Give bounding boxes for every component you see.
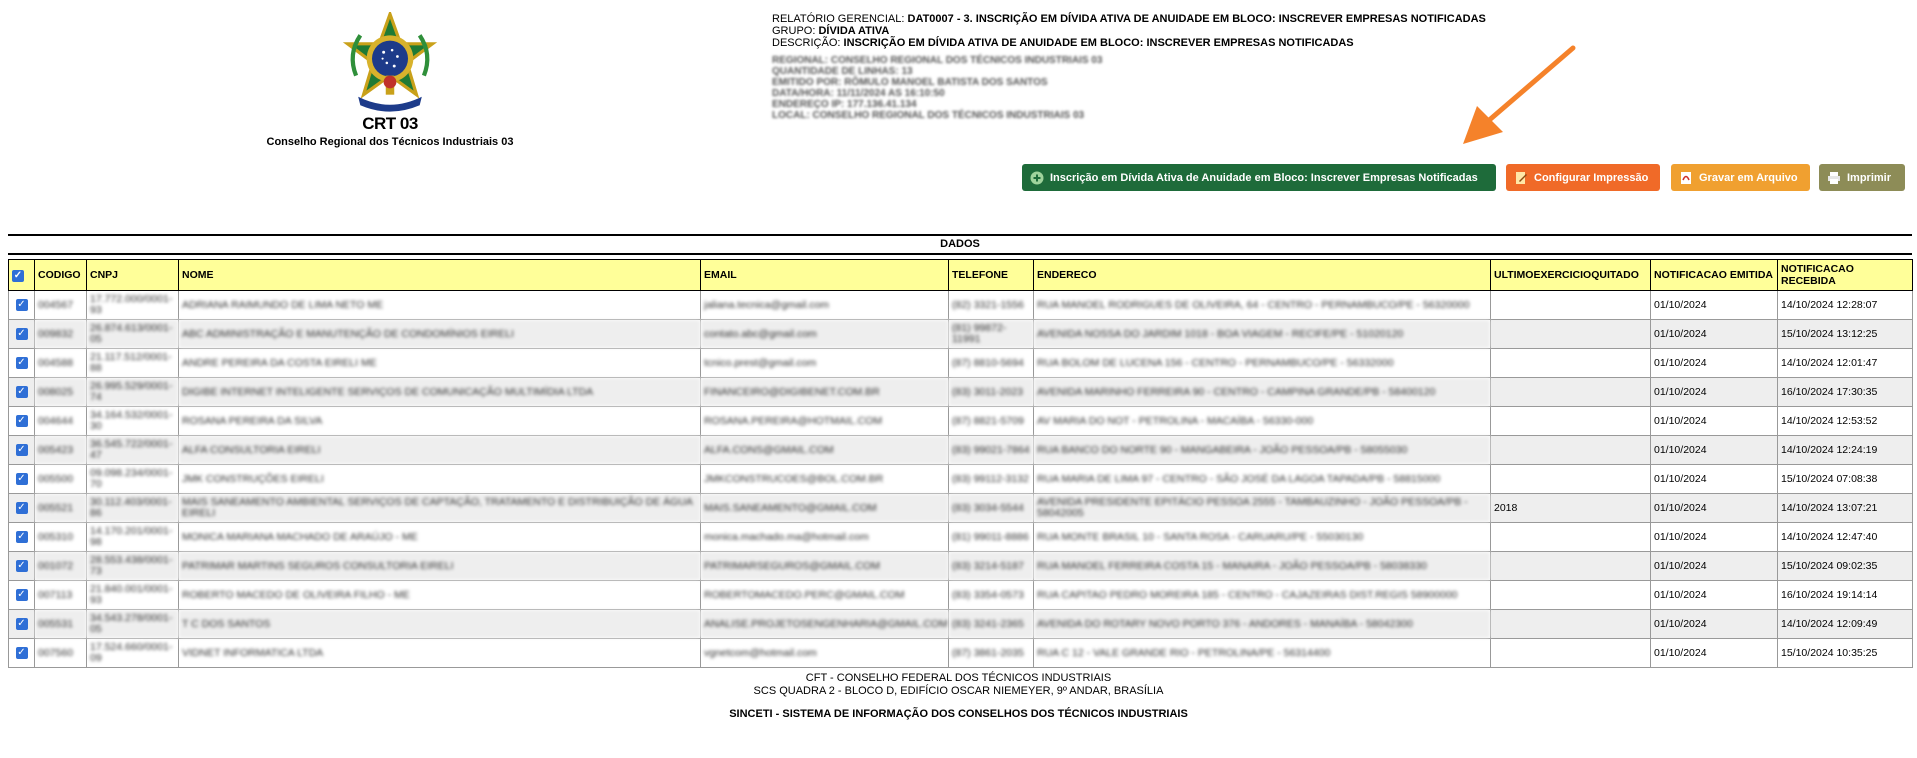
check-icon: ✓ <box>17 357 26 368</box>
cell-cnpj: 30.112.403/0001-86 <box>87 494 179 523</box>
table-row <box>9 581 1913 610</box>
cell-emitida: 01/10/2024 <box>1651 523 1778 552</box>
cell-email: ROBERTOMACEDO.PERC@GMAIL.COM <box>701 581 949 610</box>
cell-recebida: 15/10/2024 09:02:35 <box>1778 552 1913 581</box>
cell-endereco: AV MARIA DO NOT - PETROLINA - MACAÍBA - 56330-000 <box>1034 407 1491 436</box>
col-header[interactable]: CODIGO <box>35 260 87 291</box>
check-icon: ✓ <box>17 473 26 484</box>
cell-codigo: 004588 <box>35 349 87 378</box>
report-relatorio <box>772 13 1486 25</box>
table-row <box>9 320 1913 349</box>
cell-email: JMKCONSTRUCOES@BOL.COM.BR <box>701 465 949 494</box>
check-icon: ✓ <box>17 328 26 339</box>
cell-telefone: (83) 3214-5187 <box>949 552 1034 581</box>
col-header[interactable]: EMAIL <box>701 260 949 291</box>
meta-line: LOCAL: CONSELHO REGIONAL DOS TÉCNICOS INDUSTRIAIS 03 <box>772 110 1085 121</box>
plus-circle-icon <box>1030 171 1044 185</box>
check-icon: ✓ <box>17 589 26 600</box>
cell-emitida: 01/10/2024 <box>1651 436 1778 465</box>
cell-nome: MONICA MARIANA MACHADO DE ARAÚJO - ME <box>179 523 701 552</box>
cell-endereco: RUA MANOEL FERREIRA COSTA 15 - MANAIRA - JOÃO PESSOA/PB - 58038330 <box>1034 552 1491 581</box>
grupo-value: DÍVIDA ATIVA <box>818 25 890 37</box>
row-checkbox[interactable] <box>9 523 35 552</box>
cell-telefone: (83) 3034-5544 <box>949 494 1034 523</box>
cell-endereco: AVENIDA PRESIDENTE EPITÁCIO PESSOA 2555 - TAMBAUZINHO - JOÃO PESSOA/PB - 58042005 <box>1034 494 1491 523</box>
cell-email: ANALISE.PROJETOSENGENHARIA@GMAIL.COM <box>701 610 949 639</box>
cell-endereco: RUA CAPITAO PEDRO MOREIRA 185 - CENTRO - CAJAZEIRAS DIST.REGIS 58900000 <box>1034 581 1491 610</box>
cell-emitida: 01/10/2024 <box>1651 407 1778 436</box>
cell-ultimo <box>1491 523 1651 552</box>
table-row <box>9 610 1913 639</box>
check-icon: ✓ <box>17 444 26 455</box>
meta-line: EMITIDO POR: RÔMULO MANOEL BATISTA DOS SANTOS <box>772 77 1048 88</box>
cell-nome: DIGIBE INTERNET INTELIGENTE SERVIÇOS DE COMUNICAÇÃO MULTIMÍDIA LTDA <box>179 378 701 407</box>
configurar-impressao-button[interactable] <box>1506 164 1660 191</box>
row-checkbox[interactable] <box>9 436 35 465</box>
cell-email: ROSANA.PEREIRA@HOTMAIL.COM <box>701 407 949 436</box>
table-row <box>9 407 1913 436</box>
cell-recebida: 16/10/2024 19:14:14 <box>1778 581 1913 610</box>
check-icon: ✓ <box>17 386 26 397</box>
row-checkbox[interactable] <box>9 581 35 610</box>
annotation-arrow-icon <box>1455 40 1580 150</box>
row-checkbox[interactable] <box>9 639 35 668</box>
meta-line: REGIONAL: CONSELHO REGIONAL DOS TÉCNICOS INDUSTRIAIS 03 <box>772 55 1103 66</box>
cell-codigo: 004644 <box>35 407 87 436</box>
cell-endereco: AVENIDA NOSSA DO JARDIM 1018 - BOA VIAGEM - RECIFE/PE - 51020120 <box>1034 320 1491 349</box>
cell-ultimo <box>1491 465 1651 494</box>
cell-email: ALFA.CONS@GMAIL.COM <box>701 436 949 465</box>
cell-ultimo <box>1491 581 1651 610</box>
cell-codigo: 004567 <box>35 291 87 320</box>
cell-ultimo <box>1491 349 1651 378</box>
grupo-label: GRUPO: <box>772 25 816 37</box>
cell-recebida: 15/10/2024 07:08:38 <box>1778 465 1913 494</box>
cell-cnpj: 17.524.660/0001-09 <box>87 639 179 668</box>
footer-system: SINCETI - SISTEMA DE INFORMAÇÃO DOS CONSELHOS DOS TÉCNICOS INDUSTRIAIS <box>729 708 1188 720</box>
cell-codigo: 001072 <box>35 552 87 581</box>
col-header[interactable]: NOTIFICACAO RECEBIDA <box>1778 260 1913 291</box>
cell-emitida: 01/10/2024 <box>1651 610 1778 639</box>
cell-codigo: 009832 <box>35 320 87 349</box>
pdf-file-icon <box>1679 171 1693 185</box>
cell-emitida: 01/10/2024 <box>1651 291 1778 320</box>
cell-codigo: 008025 <box>35 378 87 407</box>
report-descricao <box>772 37 1486 49</box>
cell-emitida: 01/10/2024 <box>1651 639 1778 668</box>
cell-endereco: RUA MARIA DE LIMA 97 - CENTRO - SÃO JOSÉ DA LAGOA TAPADA/PB - 58815000 <box>1034 465 1491 494</box>
cell-endereco: AVENIDA MARINHO FERREIRA 90 - CENTRO - CAMPINA GRANDE/PB - 58400120 <box>1034 378 1491 407</box>
cell-emitida: 01/10/2024 <box>1651 349 1778 378</box>
cell-cnpj: 34.164.532/0001-30 <box>87 407 179 436</box>
cell-telefone: (83) 3354-0573 <box>949 581 1034 610</box>
cell-nome: ADRIANA RAIMUNDO DE LIMA NETO ME <box>179 291 701 320</box>
table-row <box>9 436 1913 465</box>
cell-telefone: (83) 99112-3132 <box>949 465 1034 494</box>
cell-codigo: 007113 <box>35 581 87 610</box>
meta-line: ENDEREÇO IP: 177.136.41.134 <box>772 99 917 110</box>
row-checkbox[interactable] <box>9 552 35 581</box>
table-row <box>9 494 1913 523</box>
row-checkbox[interactable] <box>9 407 35 436</box>
row-checkbox[interactable] <box>9 610 35 639</box>
cell-telefone: (83) 3241-2365 <box>949 610 1034 639</box>
cell-cnpj: 17.772.000/0001-93 <box>87 291 179 320</box>
check-icon: ✓ <box>17 618 26 629</box>
cell-endereco: RUA BANCO DO NORTE 90 - MANGABEIRA - JOÃO PESSOA/PB - 58055030 <box>1034 436 1491 465</box>
cell-email: jaliana.tecnica@gmail.com <box>701 291 949 320</box>
inscrever-empresas-label: Inscrição em Dívida Ativa de Anuidade em Bloco: Inscrever Empresas Notificadas <box>1050 171 1478 184</box>
cell-emitida: 01/10/2024 <box>1651 465 1778 494</box>
cell-nome: ANDRE PEREIRA DA COSTA EIRELI ME <box>179 349 701 378</box>
cell-codigo: 005521 <box>35 494 87 523</box>
cell-nome: ALFA CONSULTORIA EIRELI <box>179 436 701 465</box>
col-header[interactable]: ULTIMOEXERCICIOQUITADO <box>1491 260 1651 291</box>
row-checkbox[interactable] <box>9 378 35 407</box>
check-icon: ✓ <box>17 299 26 310</box>
check-icon: ✓ <box>17 415 26 426</box>
cell-cnpj: 34.543.278/0001-05 <box>87 610 179 639</box>
cell-emitida: 01/10/2024 <box>1651 378 1778 407</box>
col-header[interactable]: NOTIFICACAO EMITIDA <box>1651 260 1778 291</box>
cell-cnpj: 28.553.438/0001-73 <box>87 552 179 581</box>
cell-endereco: RUA MANOEL RODRIGUES DE OLIVEIRA, 64 - CENTRO - PERNAMBUCO/PE - 56320000 <box>1034 291 1491 320</box>
cell-cnpj: 26.995.529/0001-74 <box>87 378 179 407</box>
org-code: CRT 03 <box>362 114 418 133</box>
table-row <box>9 291 1913 320</box>
cell-nome: MAIS SANEAMENTO AMBIENTAL SERVIÇOS DE CAPTAÇÃO, TRATAMENTO E DISTRIBUIÇÃO DE ÁGUA EIRELI <box>179 494 701 523</box>
report-grupo <box>772 25 1486 37</box>
row-checkbox[interactable] <box>9 465 35 494</box>
cell-recebida: 14/10/2024 12:01:47 <box>1778 349 1913 378</box>
cell-nome: ROSANA PEREIRA DA SILVA <box>179 407 701 436</box>
cell-telefone: (83) 99021-7864 <box>949 436 1034 465</box>
data-table <box>8 259 1913 668</box>
table-row <box>9 639 1913 668</box>
cell-recebida: 14/10/2024 12:47:40 <box>1778 523 1913 552</box>
row-checkbox[interactable] <box>9 291 35 320</box>
cell-email: contato.abc@gmail.com <box>701 320 949 349</box>
cell-ultimo <box>1491 291 1651 320</box>
imprimir-label: Imprimir <box>1847 171 1892 184</box>
cell-recebida: 15/10/2024 13:12:25 <box>1778 320 1913 349</box>
cell-emitida: 01/10/2024 <box>1651 581 1778 610</box>
footer-line1: CFT - CONSELHO FEDERAL DOS TÉCNICOS INDUSTRIAIS <box>805 672 1112 684</box>
table-row <box>9 349 1913 378</box>
cell-email: FINANCEIRO@DIGIBENET.COM.BR <box>701 378 949 407</box>
divider <box>8 253 1912 255</box>
cell-nome: ABC ADMINISTRAÇÃO E MANUTENÇÃO DE CONDOMÍNIOS EIRELI <box>179 320 701 349</box>
cell-ultimo <box>1491 639 1651 668</box>
imprimir-button[interactable] <box>1819 164 1905 191</box>
table-body <box>9 291 1913 668</box>
table-row <box>9 465 1913 494</box>
cell-recebida: 14/10/2024 12:53:52 <box>1778 407 1913 436</box>
cell-endereco: RUA MONTE BRASIL 10 - SANTA ROSA - CARUARU/PE - 55030130 <box>1034 523 1491 552</box>
table-row <box>9 378 1913 407</box>
meta-line: DATA/HORA: 11/11/2024 AS 16:10:50 <box>772 88 945 99</box>
col-header[interactable]: NOME <box>179 260 701 291</box>
cell-recebida: 15/10/2024 10:35:25 <box>1778 639 1913 668</box>
row-checkbox[interactable] <box>9 494 35 523</box>
check-icon: ✓ <box>17 531 26 542</box>
cell-email: PATRIMARSEGUROS@GMAIL.COM <box>701 552 949 581</box>
cell-endereco: RUA C 12 - VALE GRANDE RIO - PETROLINA/PE - 56314400 <box>1034 639 1491 668</box>
cell-recebida: 14/10/2024 12:24:19 <box>1778 436 1913 465</box>
col-header[interactable]: TELEFONE <box>949 260 1034 291</box>
cell-recebida: 14/10/2024 13:07:21 <box>1778 494 1913 523</box>
descricao-label: DESCRIÇÃO: <box>772 37 841 49</box>
cell-cnpj: 36.545.722/0001-47 <box>87 436 179 465</box>
org-header <box>250 12 530 148</box>
check-icon: ✓ <box>17 560 26 571</box>
cell-telefone: (83) 3011-2023 <box>949 378 1034 407</box>
cell-email: MAIS.SANEAMENTO@GMAIL.COM <box>701 494 949 523</box>
row-checkbox[interactable] <box>9 349 35 378</box>
footer-line2: SCS QUADRA 2 - BLOCO D, EDIFÍCIO OSCAR NIEMEYER, 9º ANDAR, BRASÍLIA <box>753 685 1164 697</box>
cell-email: vgnetcom@hotmail.com <box>701 639 949 668</box>
edit-document-icon <box>1514 171 1528 185</box>
check-icon: ✓ <box>17 502 26 513</box>
cell-endereco: RUA BOLOM DE LUCENA 156 - CENTRO - PERNAMBUCO/PE - 56332000 <box>1034 349 1491 378</box>
table-header-row <box>9 260 1913 291</box>
cell-codigo: 005423 <box>35 436 87 465</box>
cell-ultimo: 2018 <box>1491 494 1651 523</box>
section-title: DADOS <box>940 238 980 250</box>
report-info <box>772 13 1486 121</box>
cell-telefone: (81) 99011-8886 <box>949 523 1034 552</box>
cell-nome: JMK CONSTRUÇÕES EIRELI <box>179 465 701 494</box>
col-header[interactable]: ENDERECO <box>1034 260 1491 291</box>
gravar-arquivo-button[interactable] <box>1671 164 1810 191</box>
cell-ultimo <box>1491 407 1651 436</box>
cell-ultimo <box>1491 320 1651 349</box>
col-header[interactable]: CNPJ <box>87 260 179 291</box>
cell-recebida: 16/10/2024 17:30:35 <box>1778 378 1913 407</box>
cell-telefone: (87) 8810-5694 <box>949 349 1034 378</box>
cell-codigo: 005310 <box>35 523 87 552</box>
divider <box>8 234 1912 236</box>
inscrever-empresas-button[interactable] <box>1022 164 1496 191</box>
cell-cnpj: 09.098.234/0001-70 <box>87 465 179 494</box>
cell-email: tcnico.prest@gmail.com <box>701 349 949 378</box>
cell-nome: VIDNET INFORMATICA LTDA <box>179 639 701 668</box>
cell-telefone: (81) 99872-11991 <box>949 320 1034 349</box>
check-icon: ✓ <box>17 647 26 658</box>
cell-ultimo <box>1491 436 1651 465</box>
cell-recebida: 14/10/2024 12:09:49 <box>1778 610 1913 639</box>
cell-recebida: 14/10/2024 12:28:07 <box>1778 291 1913 320</box>
gravar-arquivo-label: Gravar em Arquivo <box>1699 171 1798 184</box>
printer-icon <box>1827 171 1841 185</box>
cell-telefone: (87) 3861-2035 <box>949 639 1034 668</box>
cell-cnpj: 21.840.001/0001-93 <box>87 581 179 610</box>
check-icon: ✓ <box>13 269 23 281</box>
table-row <box>9 523 1913 552</box>
cell-email: monica.machado.ma@hotmail.com <box>701 523 949 552</box>
select-all-checkbox[interactable] <box>9 260 35 291</box>
cell-ultimo <box>1491 610 1651 639</box>
cell-endereco: AVENIDA DO ROTARY NOVO PORTO 376 - ANDORES - MANAÍBA - 58042300 <box>1034 610 1491 639</box>
relatorio-value: DAT0007 - 3. INSCRIÇÃO EM DÍVIDA ATIVA DE ANUIDADE EM BLOCO: INSCREVER EMPRESAS NOTIFICADAS <box>907 13 1486 25</box>
cell-emitida: 01/10/2024 <box>1651 552 1778 581</box>
cell-emitida: 01/10/2024 <box>1651 494 1778 523</box>
relatorio-label: RELATÓRIO GERENCIAL: <box>772 13 905 25</box>
cell-ultimo <box>1491 552 1651 581</box>
descricao-value: INSCRIÇÃO EM DÍVIDA ATIVA DE ANUIDADE EM BLOCO: INSCREVER EMPRESAS NOTIFICADAS <box>843 37 1354 49</box>
cell-codigo: 007560 <box>35 639 87 668</box>
cell-cnpj: 26.874.613/0001-05 <box>87 320 179 349</box>
brazil-coat-of-arms-icon <box>337 12 443 118</box>
cell-telefone: (87) 8821-5709 <box>949 407 1034 436</box>
cell-ultimo <box>1491 378 1651 407</box>
cell-nome: T C DOS SANTOS <box>179 610 701 639</box>
cell-cnpj: 21.117.512/0001-88 <box>87 349 179 378</box>
cell-codigo: 005531 <box>35 610 87 639</box>
cell-codigo: 005500 <box>35 465 87 494</box>
cell-telefone: (82) 3321-1556 <box>949 291 1034 320</box>
cell-nome: ROBERTO MACEDO DE OLIVEIRA FILHO - ME <box>179 581 701 610</box>
table-row <box>9 552 1913 581</box>
cell-cnpj: 14.170.201/0001-98 <box>87 523 179 552</box>
report-meta <box>772 55 1486 121</box>
org-name: Conselho Regional dos Técnicos Industriais 03 <box>266 136 514 148</box>
cell-nome: PATRIMAR MARTINS SEGUROS CONSULTORIA EIRELI <box>179 552 701 581</box>
meta-line: QUANTIDADE DE LINHAS: 13 <box>772 66 913 77</box>
configurar-impressao-label: Configurar Impressão <box>1534 171 1649 184</box>
cell-emitida: 01/10/2024 <box>1651 320 1778 349</box>
row-checkbox[interactable] <box>9 320 35 349</box>
